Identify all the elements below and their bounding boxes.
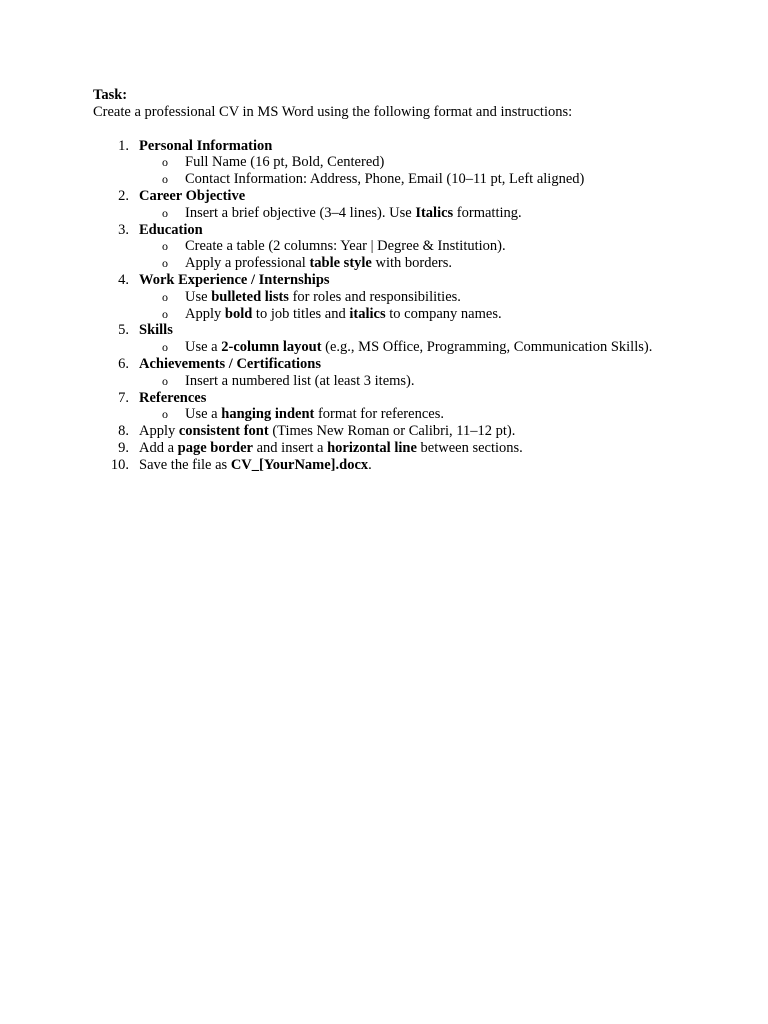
sub-item [139,406,693,423]
list-item-skills [93,322,693,356]
circle-bullet-icon: o [162,256,168,271]
list-number: 6. [118,355,129,372]
sub-item [139,171,693,188]
bold-term: bold [224,305,253,322]
circle-bullet-icon: o [162,172,168,187]
list-number: 9. [118,439,129,456]
circle-bullet-icon: o [162,239,168,254]
sub-text: Insert a brief objective (3–4 lines). Use [185,204,416,221]
list-number: 10. [110,456,129,473]
sub-item [139,255,693,272]
sub-list [139,406,693,423]
sub-item [139,205,693,222]
step-text: Apply [139,423,179,440]
step-text: and insert a [252,439,328,456]
sub-text: (e.g., MS Office, Programming, Communication Skills). [321,339,653,356]
bold-term: CV_[YourName].docx [230,456,369,473]
circle-bullet-icon: o [162,340,168,355]
bold-term: table style [309,255,372,272]
bold-term: page border [177,439,253,456]
circle-bullet-icon: o [162,407,168,422]
sub-text: Use a [185,339,222,356]
step-title: Achievements / Certifications [139,355,322,372]
list-number: 3. [118,221,129,238]
circle-bullet-icon: o [162,205,168,220]
document-page [93,87,693,474]
sub-list [139,289,693,323]
sub-item [139,154,693,171]
list-number: 1. [118,137,129,154]
list-number: 4. [118,271,129,288]
step-title: Education [139,221,203,238]
intro-text: Create a professional CV in MS Word using the following format and instructions: [93,103,573,120]
bold-term: bulleted lists [211,288,289,305]
list-number: 5. [118,322,129,339]
sub-text: Use [185,288,212,305]
bold-term: hanging indent [221,406,315,423]
circle-bullet-icon: o [162,373,168,388]
sub-item [139,289,693,306]
list-item-save-file [93,457,693,474]
step-title: Skills [139,322,173,339]
step-title: Career Objective [139,187,246,204]
step-text: Save the file as [139,456,231,473]
sub-item [139,306,693,323]
sub-item [139,373,693,390]
sub-text: with borders. [371,255,452,272]
list-item-achievements [93,356,693,390]
sub-text: Insert a numbered list (at least 3 items). [185,372,415,389]
step-title: References [139,389,207,406]
sub-list [139,373,693,390]
list-number: 7. [118,389,129,406]
sub-list [139,339,693,356]
sub-item [139,339,693,356]
sub-text: to job titles and [252,305,350,322]
list-item-references [93,390,693,424]
sub-text: Create a table (2 columns: Year | Degree & Institution). [185,238,506,255]
circle-bullet-icon: o [162,306,168,321]
task-heading: Task: [93,87,128,103]
bold-term: 2-column layout [221,339,322,356]
bold-term: Italics [415,204,454,221]
sub-item [139,238,693,255]
sub-text: formatting. [453,204,522,221]
list-item-consistent-font [93,423,693,440]
step-text: between sections. [416,439,523,456]
list-item-personal-information [93,138,693,188]
list-number: 8. [118,423,129,440]
sub-text: to company names. [385,305,502,322]
bold-term: horizontal line [327,439,417,456]
circle-bullet-icon: o [162,155,168,170]
list-number: 2. [118,187,129,204]
sub-text: Apply [185,305,225,322]
sub-list [139,154,693,188]
list-item-career-objective [93,188,693,222]
sub-text: Full Name (16 pt, Bold, Centered) [185,154,385,171]
sub-text: for roles and responsibilities. [288,288,461,305]
step-text: (Times New Roman or Calibri, 11–12 pt). [268,423,516,440]
circle-bullet-icon: o [162,289,168,304]
sub-text: Contact Information: Address, Phone, Email (10–11 pt, Left aligned) [185,171,585,188]
sub-text: Apply a professional [185,255,310,272]
sub-text: format for references. [314,406,444,423]
step-text: Add a [139,439,178,456]
bold-term: consistent font [178,423,269,440]
step-text: . [368,456,372,473]
step-title: Personal Information [139,137,273,154]
bold-term: italics [349,305,386,322]
step-title: Work Experience / Internships [139,271,330,288]
list-item-work-experience [93,272,693,322]
sub-list [139,238,693,272]
sub-list [139,205,693,222]
list-item-education [93,222,693,272]
list-item-page-border [93,440,693,457]
instruction-list [93,138,693,474]
sub-text: Use a [185,406,222,423]
